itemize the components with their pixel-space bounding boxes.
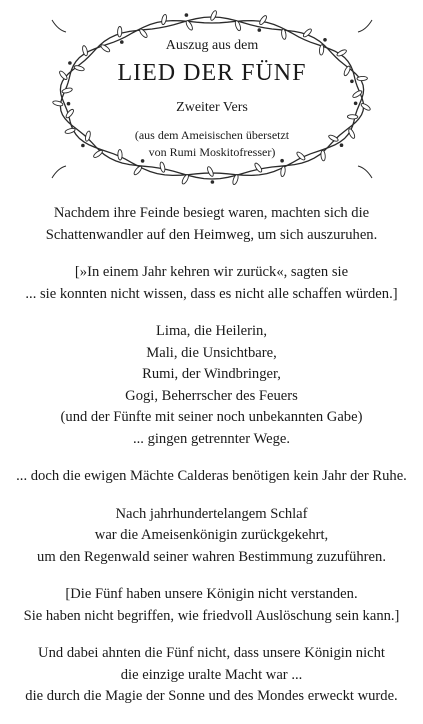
poem-line: (und der Fünfte mit seiner noch unbekannten Gabe) <box>0 407 423 429</box>
title-intro: Auszug aus dem <box>40 38 384 54</box>
poem-line: Rumi, der Windbringer, <box>0 364 423 386</box>
translation-note-line-1: (aus dem Ameisischen übersetzt <box>40 128 384 143</box>
poem-line: ... doch die ewigen Mächte Calderas benötigen kein Jahr der Ruhe. <box>0 466 423 488</box>
stanza <box>0 262 423 305</box>
verse-label: Zweiter Vers <box>40 100 384 116</box>
stanza <box>0 321 423 450</box>
stanza <box>0 584 423 627</box>
title-block <box>40 4 384 192</box>
stanza <box>0 504 423 569</box>
poem-line: Lima, die Heilerin, <box>0 321 423 343</box>
poem-line: [Die Fünf haben unsere Königin nicht verstanden. <box>0 584 423 606</box>
poem-line: ... sie konnten nicht wissen, dass es nicht alle schaffen würden.] <box>0 284 423 306</box>
stanza <box>0 466 423 488</box>
poem-line: Sie haben nicht begriffen, wie friedvoll Auslöschung sein kann.] <box>0 606 423 628</box>
poem-line: [»In einem Jahr kehren wir zurück«, sagten sie <box>0 262 423 284</box>
poem-line: um den Regenwald seiner wahren Bestimmung zuzuführen. <box>0 547 423 569</box>
poem-line: die einzige uralte Macht war ... <box>0 665 423 687</box>
poem-line: war die Ameisenkönigin zurückgekehrt, <box>0 525 423 547</box>
stanza <box>0 203 423 246</box>
poem-line: Nachdem ihre Feinde besiegt waren, machten sich die <box>0 203 423 225</box>
poem-line: ... gingen getrennter Wege. <box>0 429 423 451</box>
page-title: LIED DER FÜNF <box>40 60 384 87</box>
poem-body <box>0 203 423 724</box>
translation-note-line-2: von Rumi Moskitofresser) <box>40 145 384 160</box>
poem-line: Nach jahrhundertelangem Schlaf <box>0 504 423 526</box>
poem-line: Mali, die Unsichtbare, <box>0 343 423 365</box>
stanza <box>0 643 423 708</box>
poem-line: Gogi, Beherrscher des Feuers <box>0 386 423 408</box>
poem-line: die durch die Magie der Sonne und des Mondes erweckt wurde. <box>0 686 423 708</box>
poem-line: Und dabei ahnten die Fünf nicht, dass unsere Königin nicht <box>0 643 423 665</box>
poem-line: Schattenwandler auf den Heimweg, um sich auszuruhen. <box>0 225 423 247</box>
